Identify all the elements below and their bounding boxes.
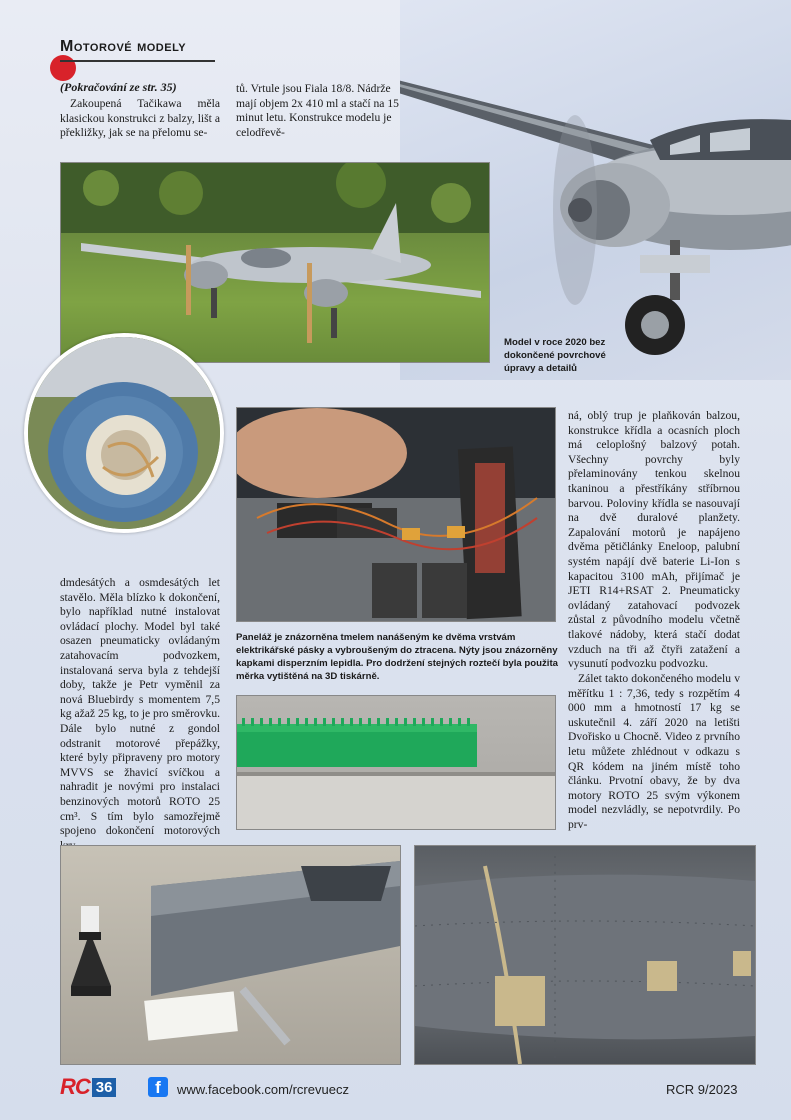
article-text-col3-p2: Zálet takto dokončeného modelu v měřítku 1 : 7,36, tedy s rozpětím 4 000 mm a hmotností 17 kg se uskutečnil 4. září 2020 na letišti Dvořisko u Chocně. Video z prvního letu můžete zhlédnout v odkazu s QR kódem na jiném místě toho článku. Prvotní obavy, že by dva motory ROTO 25 svým výkonem model nezvládly, se nepotvrdily. Po prv- bbox=[568, 672, 740, 831]
section-marker-dot bbox=[50, 55, 76, 81]
rivet-gauge-photo bbox=[236, 695, 556, 830]
nacelle-detail-inset bbox=[24, 333, 224, 533]
issue-label: RCR 9/2023 bbox=[666, 1082, 738, 1097]
caption-model-2020: Model v roce 2020 bez dokončené povrchové úpravy a detailů bbox=[504, 337, 606, 374]
article-text-col3-p1: ná, oblý trup je plaňkován balzou, konstrukce křídla a ocasních ploch má celoplošný balzový potah. Všechny povrchy byly přelaminovány tenkou skelnou tkaninou a přestříkány stříbrnou barvou. Poloviny křídla se nasouvají na dvě duralové planžety. Zapalování motorů je napájeno dvěma pětičlánky Eneloop, palubní systém napájí dvě baterie Li-Ion s kapacitou 3100 mAh, přijímač je JETI R14+RSAT 2. Pneumaticky ovládaný zatahovací podvozek zůstal z původního modelu včetně tlakové nádoby, která stačí dodat vzduch na tři až čtyři zatažení a vysunutí podvozku podvozku. bbox=[568, 409, 740, 671]
facebook-link[interactable]: www.facebook.com/rcrevuecz bbox=[177, 1082, 349, 1097]
riveted-panel-photo bbox=[414, 845, 756, 1065]
rc-logo bbox=[60, 1076, 116, 1098]
caption-panelaz: Paneláž je znázorněna tmelem nanášeným ke dvěma vrstvám elektrikářské pásky a vybroušeným do ztracena. Nýty jsou znázorněny kapkami disperzním lepidla. Pro dodržení stejných roztečí byla použita měrka vytištěná na 3D tiskárně. bbox=[236, 632, 558, 682]
page-number: 36 bbox=[92, 1078, 117, 1097]
section-title: Motorové modely bbox=[60, 38, 187, 55]
facebook-icon[interactable]: f bbox=[148, 1077, 168, 1097]
continued-note: (Pokračování ze str. 35) bbox=[60, 80, 177, 94]
section-title-rule bbox=[60, 60, 215, 62]
article-text-col1-bottom: dmdesátých a osmdesátých let stavělo. Měla blízko k dokončení, bylo například nutné instalovat ovládací plochy. Model byl také osazen pneumaticky ovládaným zatahovacím podvozkem, instalovaná serva byla z tehdejší doby, takže je Petr vyměnil za nová Bluebirdy s momentem 7,5 kg ažaž 25 kg, to je pro směrovku. Dále bylo nutné z gondol odstranit motorové přepážky, které byly připraveny pro motory MVVS se žhavicí svíčkou a nahradit je novými pro instalaci benzinových motorů ROTO 25 cm³. S tím bylo samozřejmě spojeno dokončení motorových bbox=[60, 576, 221, 838]
article-text-col2-top: tů. Vrtule jsou Fiala 18/8. Nádrže mají objem 2x 410 ml a stačí na 15 minut letu. Konstrukce modelu je celodřevě- bbox=[236, 82, 399, 139]
fuselage-tools-photo bbox=[60, 845, 401, 1065]
article-text-col1-top: Zakoupená Tačikawa měla klasickou konstrukci z balzy, lišt a překližky, jak se na přelomu se- bbox=[60, 97, 220, 140]
wiring-bay-photo bbox=[236, 407, 556, 622]
rc-logo-text: RC bbox=[60, 1074, 90, 1099]
